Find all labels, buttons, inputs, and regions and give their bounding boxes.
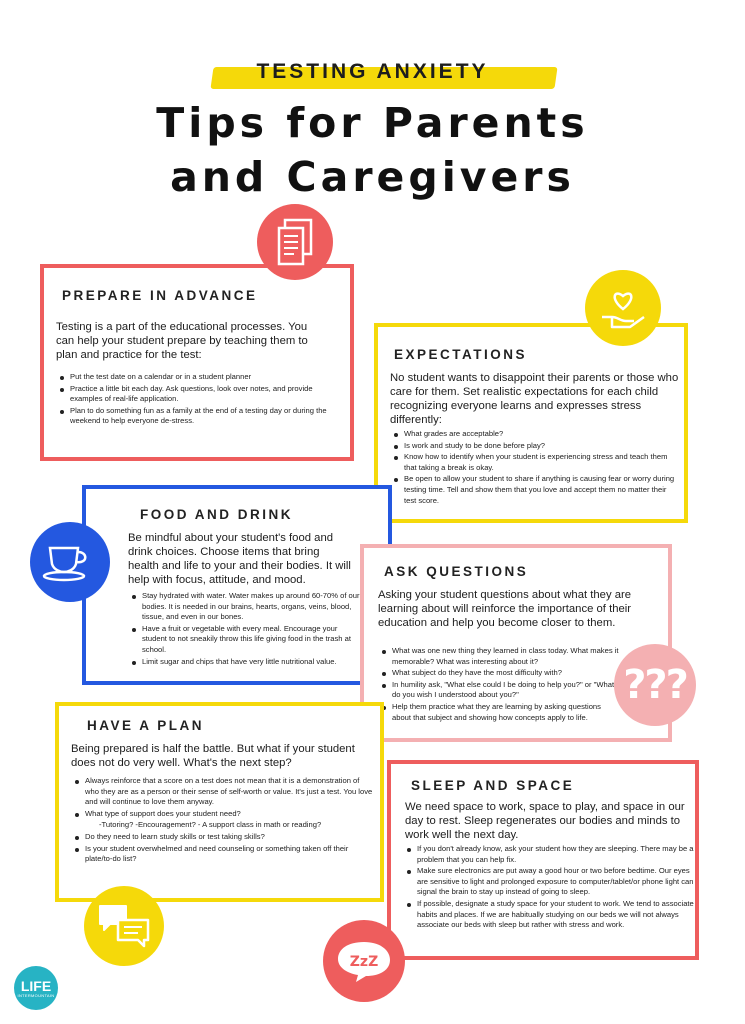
list-item: Know how to identify when your student is experiencing stress and teach them that taking a break is okay.: [392, 452, 677, 473]
expectations-title: EXPECTATIONS: [394, 347, 528, 362]
title-line-2: and Caregivers: [170, 153, 575, 201]
document-icon: [257, 204, 333, 280]
chat-bubbles-icon-svg: [98, 904, 150, 948]
teacup-icon: [30, 522, 110, 602]
sleep-text: ZzZ: [349, 954, 379, 970]
list-item: Make sure electronics are put away a good hour or two before bedtime. Our eyes are sensitive to light and prolonged exposure to computer/tablet/or phone light can signal the brain to stay up instead of going to sleep.: [405, 866, 695, 898]
list-item: Help them practice what they are learning by asking questions about that subject and showing how concepts apply to life.: [380, 702, 620, 723]
expectations-section: [374, 323, 688, 523]
food-bullets: [130, 591, 360, 668]
food-section: [82, 485, 392, 685]
list-item: Always reinforce that a score on a test does not mean that it is a demonstration of who they are as a person or their sense of self-worth or value. It's just a test. You love and will continue to love them anyway.: [73, 776, 373, 808]
list-item: If you don't already know, ask your student how they are sleeping. There may be a problem that you can help fix.: [405, 844, 695, 865]
heart-hand-icon-svg: [600, 287, 646, 329]
prepare-intro: Testing is a part of the educational processes. You can help your student prepare by teaching them to plan and practice for the test:: [56, 321, 308, 361]
plan-intro: Being prepared is half the battle. But what if your student does not do very well. What's the next step?: [71, 743, 355, 769]
plan-title: HAVE A PLAN: [87, 718, 205, 733]
list-item: What subject do they have the most difficulty with?: [380, 668, 620, 679]
sleep-intro: We need space to work, space to play, and space in our day to rest. Sleep regenerates our bodies and minds to work well the next day.: [405, 801, 685, 841]
list-item: What was one new thing they learned in class today. What makes it memorable? What was interesting about it?: [380, 646, 620, 667]
kicker-text: TESTING ANXIETY: [256, 60, 489, 83]
sleep-bubble-svg: [334, 938, 394, 984]
list-item: Is work and study to be done before play?: [392, 441, 677, 452]
list-item: Have a fruit or vegetable with every meal. Encourage your student to not sneakily throw this life giving food in the trash at school.: [130, 624, 360, 656]
list-item: Do they need to learn study skills or test taking skills?: [73, 832, 373, 843]
prepare-bullets: [58, 372, 338, 428]
page-title: [0, 96, 745, 204]
list-item: -Tutoring? -Encouragement? - A support class in math or reading?: [99, 820, 322, 830]
expectations-intro: No student wants to disappoint their parents or those who care for them. Set realistic expectations for each child recognizing everyone learns and expresses stress differently:: [390, 372, 679, 426]
sleep-section: [387, 760, 699, 960]
question-marks-text: ???: [623, 662, 687, 708]
list-item: Stay hydrated with water. Water makes up around 60-70% of our bodies. It is needed in our brains, hearts, organs, veins, blood, tissue, and even in our bones.: [130, 591, 360, 623]
plan-section: [55, 702, 384, 902]
question-marks-icon: [614, 644, 696, 726]
teacup-icon-svg: [42, 542, 98, 582]
list-item: Practice a little bit each day. Ask questions, look over notes, and provide examples of real-life application.: [58, 384, 338, 405]
heart-hand-icon: [585, 270, 661, 346]
ask-intro: Asking your student questions about what they are learning about will reinforce the importance of their education and help you become closer to them.: [378, 589, 632, 629]
expectations-bullets: [392, 429, 677, 507]
prepare-section: [40, 264, 354, 461]
food-title: FOOD AND DRINK: [140, 507, 293, 522]
logo-sub-text: INTERMOUNTAIN: [17, 992, 55, 998]
list-item: What grades are acceptable?: [392, 429, 677, 440]
list-item: In humility ask, "What else could I be doing to help you?" or "What do you wish I understood about you?": [380, 680, 620, 701]
food-intro: Be mindful about your student's food and drink choices. Choose items that bring health and life to your and their bodies. It will help with focus, attitude, and mood.: [128, 532, 351, 586]
ask-bullets: [380, 646, 620, 724]
list-item: If possible, designate a study space for your student to work. We tend to associate habits and places. If we are habitually studying on our beds we will not always associate our beds with sleep but rather with stress and work.: [405, 899, 695, 931]
list-item: Put the test date on a calendar or in a student planner: [58, 372, 338, 383]
plan-bullets: [73, 776, 373, 866]
list-item: Be open to allow your student to share if anything is causing fear or worry during testing time. Tell and show them that you love and accept them no matter their test score.: [392, 474, 677, 506]
list-item: Limit sugar and chips that have very little nutritional value.: [130, 657, 360, 668]
chat-bubbles-icon: [84, 886, 164, 966]
sleep-bullets: [405, 844, 695, 932]
ask-title: ASK QUESTIONS: [384, 564, 529, 579]
list-item: What type of support does your student need?: [73, 809, 373, 820]
sleep-bubble-icon: [323, 920, 405, 1002]
title-line-1: Tips for Parents: [156, 99, 589, 147]
sleep-title: SLEEP AND SPACE: [411, 778, 575, 793]
list-item: Is your student overwhelmed and need counseling or something taken off their plate/to-do list?: [73, 844, 373, 865]
life-logo: [14, 966, 58, 1010]
prepare-title: PREPARE IN ADVANCE: [62, 288, 258, 303]
document-icon-svg: [273, 218, 317, 266]
logo-main-text: LIFE: [20, 977, 52, 994]
list-item: Plan to do something fun as a family at the end of a testing day or during the weekend to help everyone de-stress.: [58, 406, 338, 427]
